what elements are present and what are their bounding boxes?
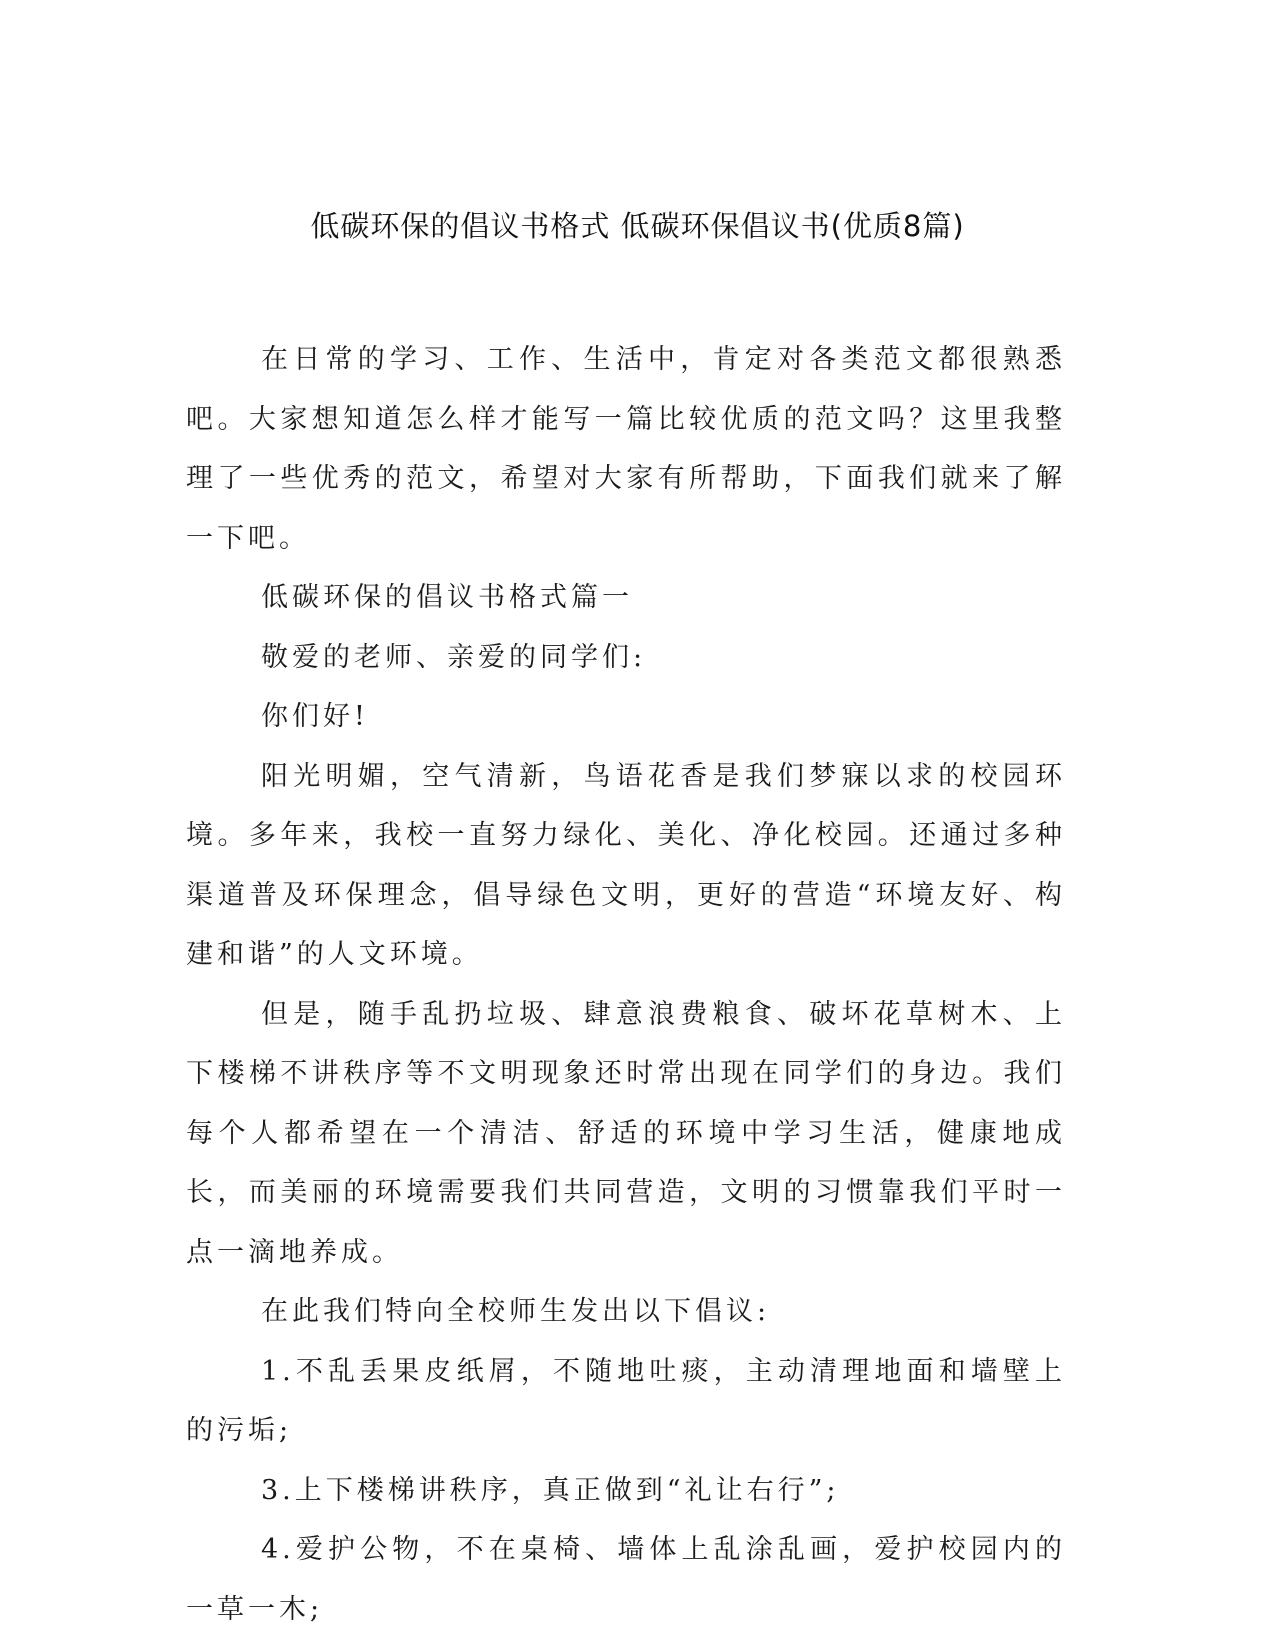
proposal-item: 1.不乱丢果皮纸屑，不随地吐痰，主动清理地面和墙壁上的污垢; bbox=[186, 1355, 1066, 1446]
body-paragraph: 阳光明媚，空气清新，鸟语花香是我们梦寐以求的校园环境。多年来，我校一直努力绿化、美化、净化校园。还通过多种渠道普及环保理念，倡导绿色文明，更好的营造“环境友好、构建和谐”的人文环境。 bbox=[186, 760, 1066, 970]
salutation: 敬爱的老师、亲爱的同学们: bbox=[261, 641, 647, 673]
document-title: 低碳环保的倡议书格式 低碳环保倡议书(优质8篇) bbox=[310, 209, 965, 243]
body-paragraph: 但是，随手乱扔垃圾、肆意浪费粮食、破坏花草树木、上下楼梯不讲秩序等不文明现象还时常出现在同学们的身边。我们每个人都希望在一个清洁、舒适的环境中学习生活，健康地成长，而美丽的环境需要我们共同营造，文明的习惯靠我们平时一点一滴地养成。 bbox=[186, 998, 1066, 1268]
greeting: 你们好! bbox=[261, 701, 369, 732]
proposal-item: 3.上下楼梯讲秩序，真正做到“礼让右行”; bbox=[261, 1474, 840, 1506]
intro-paragraph: 在日常的学习、工作、生活中，肯定对各类范文都很熟悉吧。大家想知道怎么样才能写一篇比较优质的范文吗？这里我整理了一些优秀的范文，希望对大家有所帮助，下面我们就来了解一下吧。 bbox=[186, 344, 1066, 554]
document-body bbox=[186, 330, 1066, 1639]
proposal-item: 4.爱护公物，不在桌椅、墙体上乱涂乱画，爱护校园内的一草一木; bbox=[186, 1534, 1066, 1625]
proposal-intro: 在此我们特向全校师生发出以下倡议: bbox=[261, 1296, 771, 1327]
section-heading: 低碳环保的倡议书格式篇一 bbox=[261, 582, 633, 613]
